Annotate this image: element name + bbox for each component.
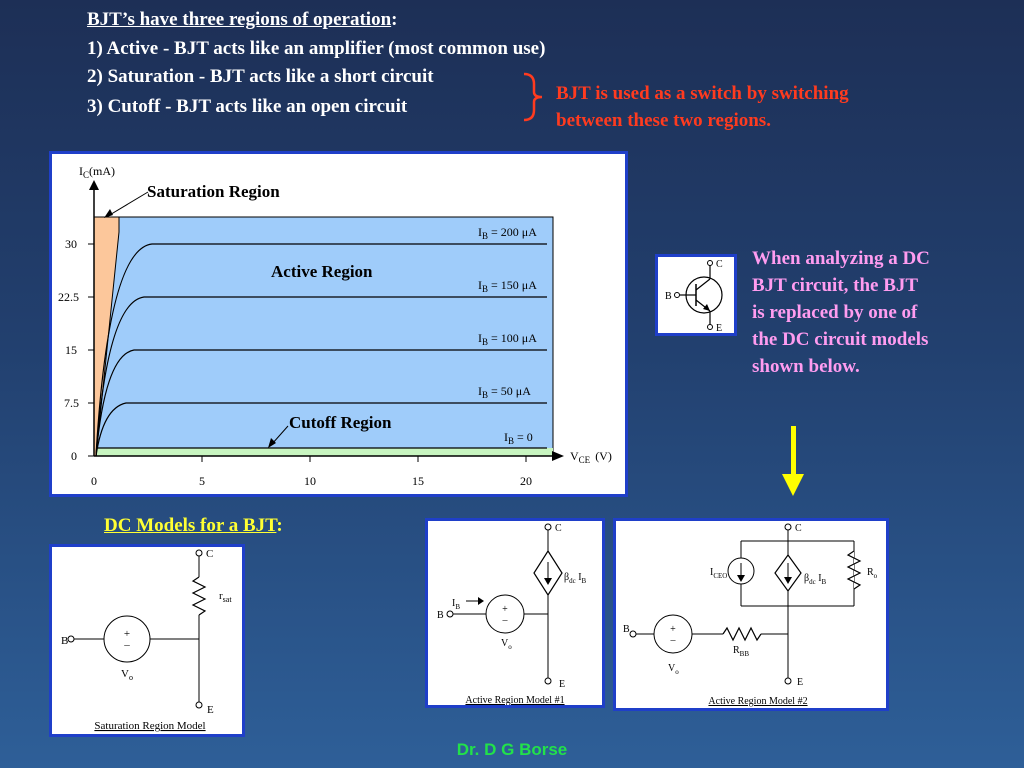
emitter-label: E bbox=[716, 323, 723, 333]
active-region-label: Active Region bbox=[271, 262, 373, 281]
right-brace-icon bbox=[518, 72, 548, 122]
active-model-2-circuit bbox=[616, 521, 886, 708]
switch-note-line1: BJT is used as a switch by switching bbox=[556, 83, 849, 104]
collector-label: C bbox=[206, 548, 214, 560]
x-tick-label: 10 bbox=[304, 474, 316, 488]
header-item-saturation: 2) Saturation - BJT acts like a short circuit bbox=[87, 66, 434, 87]
models-heading bbox=[104, 515, 283, 537]
y-axis-arrow bbox=[89, 180, 99, 190]
characteristic-graph bbox=[49, 151, 628, 497]
resistor-symbol bbox=[848, 551, 860, 589]
saturation-model-circuit bbox=[52, 547, 242, 734]
models-heading-colon: : bbox=[276, 515, 283, 536]
cutoff-region-label: Cutoff Region bbox=[289, 413, 392, 432]
active-model-2-caption: Active Region Model #2 bbox=[708, 696, 808, 707]
npn-transistor-icon bbox=[658, 257, 734, 333]
down-arrow-icon bbox=[778, 424, 808, 498]
analysis-note-line: BJT circuit, the BJT bbox=[752, 275, 919, 296]
transistor-symbol-box bbox=[655, 254, 737, 336]
rsat-label: $r_{sat}$ bbox=[219, 590, 232, 604]
base-label: B bbox=[437, 610, 444, 621]
footer-author: Dr. D G Borse bbox=[456, 740, 568, 759]
curve-label-ib-200: $I_B = 200$ μA bbox=[478, 225, 537, 241]
header-item-active: 1) Active - BJT acts like an amplifier (most common use) bbox=[87, 38, 546, 59]
header-title-colon: : bbox=[391, 9, 398, 30]
header-item-cutoff: 3) Cutoff - BJT acts like an open circuit bbox=[87, 96, 408, 117]
saturation-region-label: Saturation Region bbox=[147, 182, 280, 201]
resistor-symbol bbox=[193, 577, 205, 615]
y-tick-label: 22.5 bbox=[58, 290, 79, 304]
collector-label: C bbox=[795, 523, 802, 534]
y-tick-label: 30 bbox=[65, 237, 77, 251]
x-axis-label: $V_{CE}$ (V) bbox=[570, 449, 612, 465]
saturation-model-caption: Saturation Region Model bbox=[94, 720, 206, 732]
iceo-label: $I_{CEO}$ bbox=[710, 567, 728, 580]
switch-note bbox=[556, 80, 849, 134]
ib-label: $I_B$ bbox=[452, 598, 461, 611]
x-tick-label: 15 bbox=[412, 474, 424, 488]
header-title bbox=[87, 9, 398, 31]
base-label: B bbox=[623, 624, 630, 635]
curve-label-ib-0: $I_B = 0$ bbox=[504, 430, 533, 446]
collector-label: C bbox=[555, 523, 562, 534]
emitter-label: E bbox=[207, 704, 214, 716]
emitter-label: E bbox=[559, 679, 566, 690]
plus-sign: + bbox=[502, 604, 508, 615]
analysis-note-line: the DC circuit models bbox=[752, 329, 929, 350]
analysis-note bbox=[752, 245, 930, 380]
analysis-note-line: is replaced by one of bbox=[752, 302, 918, 323]
active-model-2-panel bbox=[613, 518, 889, 711]
emitter-label: E bbox=[797, 677, 804, 688]
base-label: B bbox=[665, 291, 672, 302]
x-axis-arrow bbox=[552, 451, 564, 461]
ro-label: $R_o$ bbox=[867, 567, 878, 580]
vo-label: $V_o$ bbox=[501, 638, 512, 651]
active-model-1-circuit bbox=[428, 521, 602, 705]
beta-ib-label: $\beta_{dc}$ $I_B$ bbox=[564, 572, 587, 585]
x-tick-label: 20 bbox=[520, 474, 532, 488]
models-heading-text: DC Models for a BJT bbox=[104, 515, 277, 536]
analysis-note-line: When analyzing a DC bbox=[752, 248, 930, 269]
saturation-model-panel bbox=[49, 544, 245, 737]
plus-sign: + bbox=[123, 628, 131, 640]
minus-sign: – bbox=[670, 635, 676, 646]
rbb-label: $R_{BB}$ bbox=[733, 645, 750, 658]
resistor-symbol bbox=[723, 628, 761, 640]
cutoff-region-fill bbox=[97, 448, 553, 456]
minus-sign: – bbox=[124, 639, 130, 651]
beta-ib-label: $\beta_{dc}$ $I_B$ bbox=[804, 573, 827, 586]
minus-sign: – bbox=[502, 615, 508, 626]
switch-note-line2: between these two regions. bbox=[556, 110, 771, 131]
base-label: B bbox=[61, 635, 69, 647]
active-model-1-panel bbox=[425, 518, 605, 708]
curve-label-ib-150: $I_B = 150$ μA bbox=[478, 278, 537, 294]
saturation-pointer bbox=[108, 192, 148, 216]
x-tick-label: 5 bbox=[199, 474, 205, 488]
y-tick-label: 15 bbox=[65, 343, 77, 357]
y-tick-label: 7.5 bbox=[64, 396, 79, 410]
header-title-text: BJT’s have three regions of operation bbox=[87, 9, 392, 30]
y-tick-label: 0 bbox=[71, 449, 77, 463]
characteristic-graph-svg bbox=[52, 154, 625, 494]
collector-label: C bbox=[716, 259, 723, 270]
analysis-note-line: shown below. bbox=[752, 356, 860, 377]
y-axis-label: $I_C(mA)$ bbox=[79, 164, 116, 180]
plus-sign: + bbox=[670, 624, 676, 635]
vo-label: $V_o$ bbox=[121, 668, 133, 682]
vo-label: $V_o$ bbox=[668, 663, 679, 676]
active-model-1-caption: Active Region Model #1 bbox=[465, 695, 565, 705]
curve-label-ib-100: $I_B = 100$ μA bbox=[478, 331, 537, 347]
curve-label-ib-50: $I_B = 50$ μA bbox=[478, 384, 531, 400]
x-tick-label: 0 bbox=[91, 474, 97, 488]
